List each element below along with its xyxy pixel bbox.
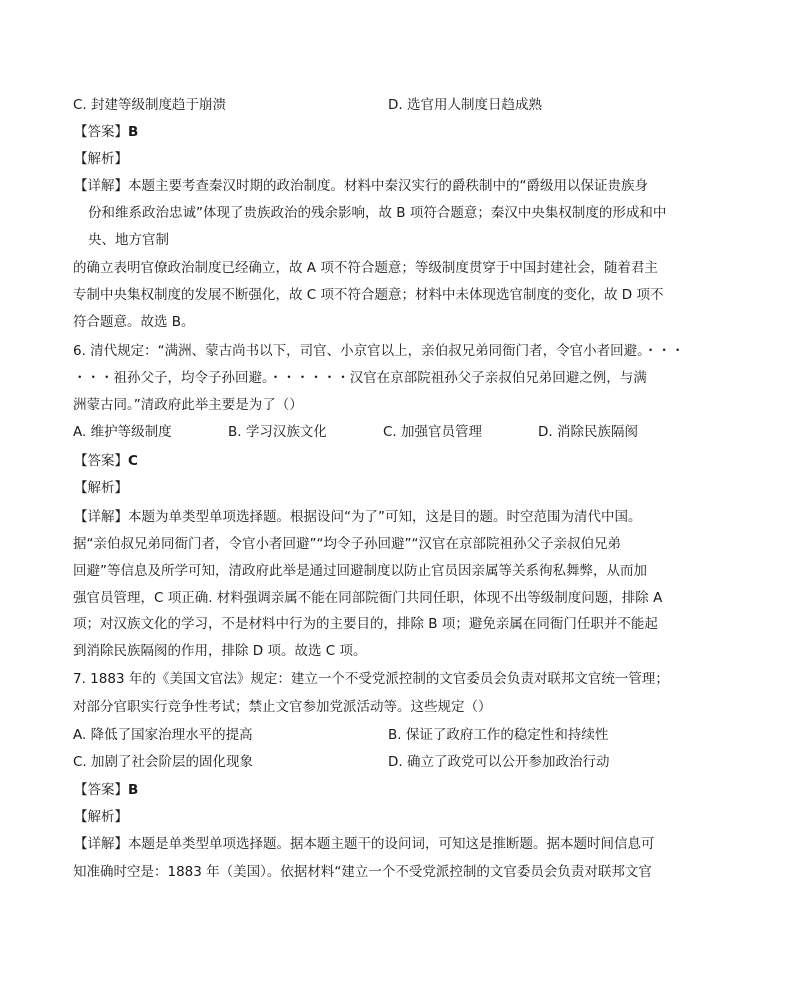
q6-stem-line: 洲蒙古同。”清政府此举主要是为了（） bbox=[73, 397, 303, 413]
answer-value: B bbox=[128, 782, 139, 798]
q5-detail-line: 央、地方官制 bbox=[88, 232, 169, 248]
q6-option-a: A. 维护等级制度 bbox=[73, 424, 172, 440]
q7-stem-line: 7. 1883 年的《美国文官法》规定：建立一个不受党派控制的文官委员会负责对联邦文官统一管理； bbox=[73, 671, 669, 687]
answer-label: 【答案】 bbox=[74, 782, 128, 798]
q6-detail-line: 到消除民族隔阂的作用，排除 D 项。故选 C 项。 bbox=[73, 643, 367, 659]
q6-detail-line: 回避”等信息及所学可知，清政府此举是通过回避制度以防止官员因亲属等关系徇私舞弊，从而加 bbox=[73, 563, 647, 579]
q5-answer bbox=[74, 122, 138, 142]
q6-analysis-label: 【解析】 bbox=[74, 480, 128, 496]
q7-option-d: D. 确立了政党可以公开参加政治行动 bbox=[388, 754, 610, 770]
q7-detail-line bbox=[74, 834, 655, 854]
q6-answer bbox=[74, 451, 138, 471]
q7-detail-line: 知准确时空是：1883 年（美国）。依据材料“建立一个不受党派控制的文官委员会负责对联邦文官 bbox=[73, 864, 652, 880]
q6-detail-line: 项；对汉族文化的学习，不是材料中行为的主要目的，排除 B 项；避免亲属在同衙门任职并不能起 bbox=[73, 616, 658, 632]
detail-text: 本题是单类型单项选择题。据本题主题干的设问词，可知这是推断题。据本题时间信息可 bbox=[128, 836, 655, 852]
q7-analysis-label: 【解析】 bbox=[74, 809, 128, 825]
q5-option-d: D. 选官用人制度日趋成熟 bbox=[388, 97, 542, 113]
q7-stem-line: 对部分官职实行竞争性考试；禁止文官参加党派活动等。这些规定（） bbox=[73, 699, 492, 715]
q6-option-c: C. 加强官员管理 bbox=[383, 424, 483, 440]
q6-option-d: D. 消除民族隔阂 bbox=[538, 424, 638, 440]
q5-detail-line: 份和维系政治忠诚”体现了贵族政治的残余影响，故 B 项符合题意；秦汉中央集权制度的形成和中 bbox=[88, 205, 667, 221]
q6-detail-line: 强官员管理，C 项正确. 材料强调亲属不能在同部院衙门共同任职，体现不出等级制度问题，排除 A bbox=[73, 590, 663, 606]
detail-label: 【详解】 bbox=[74, 178, 128, 194]
detail-text: 本题主要考查秦汉时期的政治制度。材料中秦汉实行的爵秩制中的“爵级用以保证贵族身 bbox=[128, 178, 648, 194]
answer-label: 【答案】 bbox=[74, 124, 128, 140]
detail-text: 本题为单类型单项选择题。根据设问“为了”可知，这是目的题。时空范围为清代中国。 bbox=[128, 509, 642, 525]
q5-detail-line: 符合题意。故选 B。 bbox=[73, 314, 195, 330]
answer-value: B bbox=[128, 124, 139, 140]
detail-label: 【详解】 bbox=[74, 836, 128, 852]
q5-detail-line: 的确立表明官僚政治制度已经确立，故 A 项不符合题意；等级制度贯穿于中国封建社会，随着君主 bbox=[73, 260, 658, 276]
q5-detail-line: 专制中央集权制度的发展不断强化，故 C 项不符合题意；材料中未体现选官制度的变化，故 D 项不 bbox=[73, 287, 664, 303]
q6-stem-line: 6. 清代规定：“满洲、蒙古尚书以下，司官、小京官以上，亲伯叔兄弟同衙门者，令官小者回避。・・・ bbox=[73, 343, 685, 359]
answer-value: C bbox=[128, 453, 138, 469]
answer-label: 【答案】 bbox=[74, 453, 128, 469]
q6-option-b: B. 学习汉族文化 bbox=[228, 424, 327, 440]
detail-label: 【详解】 bbox=[74, 509, 128, 525]
q6-detail-line: 据“亲伯叔兄弟同衙门者，令官小者回避”“均令子孙回避”“汉官在京部院祖孙父子亲叔伯兄弟 bbox=[73, 536, 621, 552]
q7-option-b: B. 保证了政府工作的稳定性和持续性 bbox=[388, 727, 609, 743]
q5-option-c: C. 封建等级制度趋于崩溃 bbox=[73, 97, 227, 113]
q5-analysis-label: 【解析】 bbox=[74, 151, 128, 167]
q5-detail-line bbox=[74, 176, 648, 196]
q6-stem-line: ・・・祖孙父子，均令子孙回避。・・・・・・汉官在京部院祖孙父子亲叔伯兄弟回避之例，与满 bbox=[73, 370, 647, 386]
q7-option-c: C. 加剧了社会阶层的固化现象 bbox=[73, 754, 254, 770]
q7-answer bbox=[74, 780, 138, 800]
q7-option-a: A. 降低了国家治理水平的提高 bbox=[73, 727, 253, 743]
q6-detail-line bbox=[74, 507, 642, 527]
